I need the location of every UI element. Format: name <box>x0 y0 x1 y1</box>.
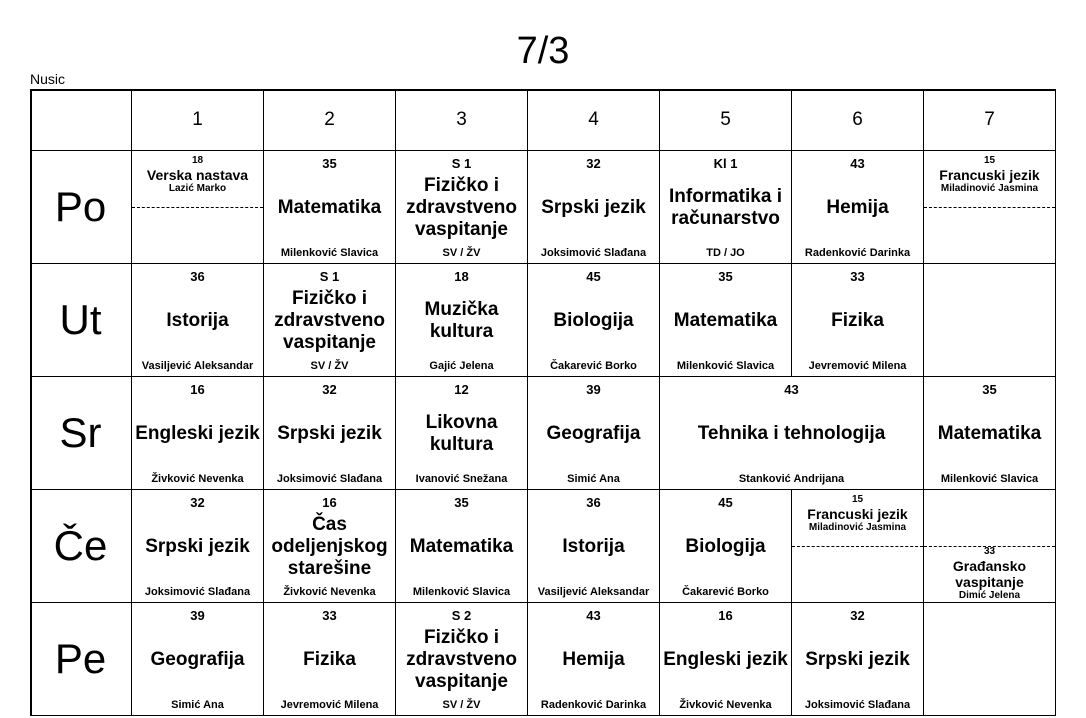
lesson-half-top <box>792 494 923 547</box>
day-label: Pe <box>30 603 132 716</box>
subject-name: Geografija <box>150 649 245 670</box>
room-number: 36 <box>190 269 205 284</box>
lesson-cell <box>792 151 924 264</box>
lesson-cell <box>132 603 264 716</box>
subject-name: Srpski jezik <box>805 649 910 670</box>
subject-name: Matematika <box>409 536 514 557</box>
room-number: 35 <box>454 495 469 510</box>
lesson-cell <box>924 377 1056 490</box>
room-number: S 1 <box>319 269 340 284</box>
lesson-cell <box>660 490 792 603</box>
subject-name: Srpski jezik <box>541 197 646 218</box>
lesson-cell <box>660 603 792 716</box>
lesson-cell <box>264 264 396 377</box>
teacher-name: Čakarević Borko <box>682 586 769 598</box>
subject-name: Fizičko i zdravstveno vaspitanje <box>274 288 385 353</box>
room-number: 32 <box>586 156 601 171</box>
room-number: 32 <box>322 382 337 397</box>
empty-cell <box>924 603 1056 716</box>
room-number: 16 <box>190 382 205 397</box>
subject-name: Fizičko i zdravstveno vaspitanje <box>406 175 517 240</box>
subject-name: Biologija <box>685 536 766 557</box>
room-number: 35 <box>718 269 733 284</box>
period-header: 4 <box>528 89 660 151</box>
room-number: 39 <box>586 382 601 397</box>
subject-name: Istorija <box>166 310 229 331</box>
subject-name: Informatika i računarstvo <box>669 186 782 229</box>
lesson-cell-split <box>792 490 924 603</box>
teacher-name: Milenković Slavica <box>940 473 1039 485</box>
room-number: 35 <box>322 156 337 171</box>
lesson-cell <box>396 377 528 490</box>
day-label: Sr <box>30 377 132 490</box>
author-label: Nusic <box>30 71 66 87</box>
subject-name: Matematika <box>277 197 382 218</box>
lesson-cell <box>528 377 660 490</box>
teacher-name: Miladinović Jasmina <box>808 522 907 533</box>
teacher-name: Jevremović Milena <box>808 360 907 372</box>
subject-name: Srpski jezik <box>277 423 382 444</box>
teacher-name: Stanković Andrijana <box>738 473 845 485</box>
lesson-cell-split <box>132 151 264 264</box>
lesson-cell <box>132 264 264 377</box>
teacher-name: Milenković Slavica <box>676 360 775 372</box>
subject-name: Fizičko i zdravstveno vaspitanje <box>406 627 517 692</box>
teacher-name: TD / JO <box>706 247 745 259</box>
period-header: 3 <box>396 89 528 151</box>
subject-name: Istorija <box>562 536 625 557</box>
teacher-name: Simić Ana <box>567 473 620 485</box>
room-number: 32 <box>190 495 205 510</box>
teacher-name: Čakarević Borko <box>550 360 637 372</box>
teacher-name: Radenković Darinka <box>540 699 647 711</box>
lesson-half-top <box>924 155 1055 208</box>
lesson-cell <box>660 151 792 264</box>
teacher-name: Živković Nevenka <box>283 586 376 598</box>
period-header: 2 <box>264 89 396 151</box>
room-number: 43 <box>586 608 601 623</box>
lesson-cell <box>264 490 396 603</box>
room-number: S 2 <box>451 608 472 623</box>
lesson-cell <box>264 603 396 716</box>
lesson-cell <box>132 377 264 490</box>
day-label: Če <box>30 490 132 603</box>
subject-name: Engleski jezik <box>663 649 788 670</box>
day-label: Ut <box>30 264 132 377</box>
subject-name: Francuski jezik <box>939 167 1040 183</box>
subject-name: Fizika <box>831 310 884 331</box>
lesson-cell <box>528 264 660 377</box>
room-number: 15 <box>983 155 996 166</box>
empty-cell <box>924 264 1056 377</box>
teacher-name: Lazić Marko <box>168 183 227 194</box>
room-number: 33 <box>983 546 996 557</box>
lesson-cell <box>528 603 660 716</box>
teacher-name: SV / ŽV <box>442 699 481 711</box>
teacher-name: Milenković Slavica <box>412 586 511 598</box>
lesson-cell <box>396 490 528 603</box>
teacher-name: Joksimović Slađana <box>540 247 647 259</box>
teacher-name: Ivanović Snežana <box>415 473 508 485</box>
subject-name: Fizika <box>303 649 356 670</box>
room-number: 36 <box>586 495 601 510</box>
room-number: 45 <box>718 495 733 510</box>
period-header: 1 <box>132 89 264 151</box>
room-number: 45 <box>586 269 601 284</box>
subject-name: Čas odeljenjskog starešine <box>271 514 388 579</box>
subject-name: Likovna kultura <box>425 412 498 455</box>
lesson-cell <box>396 264 528 377</box>
room-number: 32 <box>850 608 865 623</box>
teacher-name: Gajić Jelena <box>429 360 494 372</box>
lesson-half-top <box>132 155 263 208</box>
teacher-name: Joksimović Slađana <box>144 586 251 598</box>
day-label: Po <box>30 151 132 264</box>
lesson-cell <box>660 264 792 377</box>
lesson-cell <box>132 490 264 603</box>
teacher-name: Joksimović Slađana <box>804 699 911 711</box>
teacher-name: Živković Nevenka <box>679 699 772 711</box>
page-title: 7/3 <box>516 30 570 72</box>
corner-cell <box>30 89 132 151</box>
subject-name: Biologija <box>553 310 634 331</box>
teacher-name: Miladinović Jasmina <box>940 183 1039 194</box>
lesson-half-bottom <box>924 546 1055 602</box>
subject-name: Matematika <box>937 423 1042 444</box>
teacher-name: Joksimović Slađana <box>276 473 383 485</box>
period-header: 6 <box>792 89 924 151</box>
teacher-name: Radenković Darinka <box>804 247 911 259</box>
teacher-name: SV / ŽV <box>442 247 481 259</box>
subject-name: Hemija <box>826 197 889 218</box>
lesson-cell <box>396 603 528 716</box>
room-number: 16 <box>322 495 337 510</box>
subject-name: Francuski jezik <box>807 506 908 522</box>
teacher-name: Dimić Jelena <box>958 590 1021 601</box>
subject-name: Srpski jezik <box>145 536 250 557</box>
room-number: S 1 <box>451 156 472 171</box>
subject-name: Matematika <box>673 310 778 331</box>
subject-name: Verska nastava <box>146 167 249 183</box>
subject-name: Engleski jezik <box>135 423 260 444</box>
subject-name: Muzička kultura <box>424 299 499 342</box>
subject-name: Tehnika i tehnologija <box>697 423 886 444</box>
teacher-name: Živković Nevenka <box>151 473 244 485</box>
room-number: 15 <box>851 494 864 505</box>
teacher-name: Simić Ana <box>171 699 224 711</box>
lesson-cell <box>528 151 660 264</box>
teacher-name: Vasiljević Aleksandar <box>537 586 650 598</box>
lesson-cell <box>528 490 660 603</box>
subject-name: Građansko vaspitanje <box>952 558 1027 590</box>
subject-name: Geografija <box>546 423 641 444</box>
lesson-cell-split <box>924 490 1056 603</box>
room-number: 33 <box>850 269 865 284</box>
room-number: 43 <box>850 156 865 171</box>
room-number: 39 <box>190 608 205 623</box>
lesson-cell-split <box>924 151 1056 264</box>
subject-name: Hemija <box>562 649 625 670</box>
lesson-cell <box>660 377 924 490</box>
period-header: 7 <box>924 89 1056 151</box>
lesson-cell <box>792 603 924 716</box>
room-number: Kl 1 <box>713 156 738 171</box>
room-number: 33 <box>322 608 337 623</box>
room-number: 35 <box>982 382 997 397</box>
teacher-name: Vasiljević Aleksandar <box>141 360 254 372</box>
lesson-half-top-empty <box>924 494 1055 547</box>
lesson-cell <box>396 151 528 264</box>
room-number: 18 <box>191 155 204 166</box>
lesson-cell <box>264 377 396 490</box>
room-number: 18 <box>454 269 469 284</box>
teacher-name: Milenković Slavica <box>280 247 379 259</box>
lesson-cell <box>792 264 924 377</box>
teacher-name: Jevremović Milena <box>280 699 379 711</box>
room-number: 16 <box>718 608 733 623</box>
room-number: 43 <box>784 382 799 397</box>
room-number: 12 <box>454 382 469 397</box>
lesson-cell <box>264 151 396 264</box>
period-header: 5 <box>660 89 792 151</box>
teacher-name: SV / ŽV <box>310 360 349 372</box>
